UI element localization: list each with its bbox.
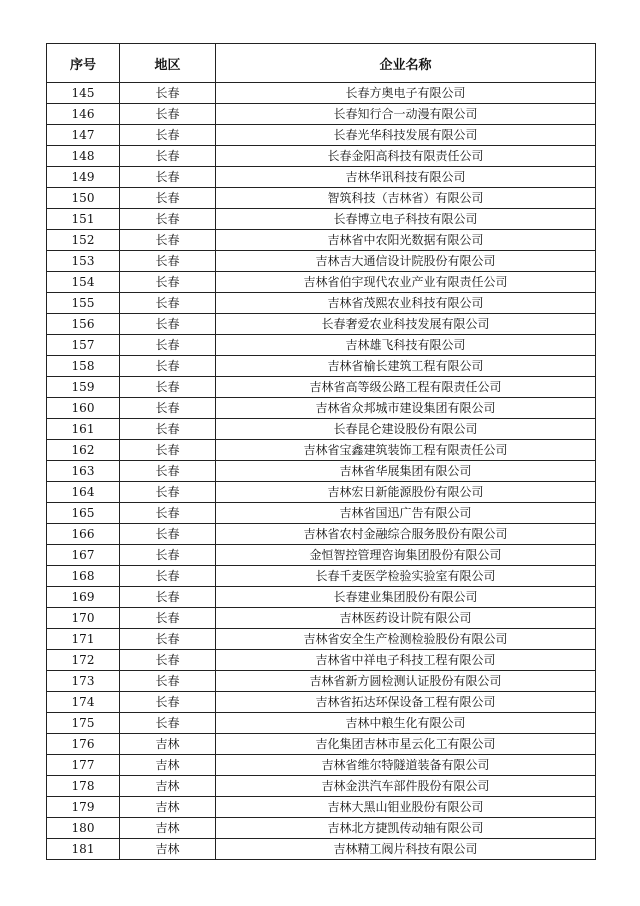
cell-region: 长春 <box>120 272 216 293</box>
cell-enterprise-name: 吉林精工阀片科技有限公司 <box>216 839 596 860</box>
cell-region: 长春 <box>120 167 216 188</box>
cell-serial-number: 151 <box>47 209 120 230</box>
cell-enterprise-name: 吉林省安全生产检测检验股份有限公司 <box>216 629 596 650</box>
cell-serial-number: 175 <box>47 713 120 734</box>
cell-serial-number: 155 <box>47 293 120 314</box>
header-row <box>47 44 596 83</box>
cell-enterprise-name: 吉林吉大通信设计院股份有限公司 <box>216 251 596 272</box>
cell-enterprise-name: 吉林大黑山钼业股份有限公司 <box>216 797 596 818</box>
cell-region: 吉林 <box>120 818 216 839</box>
cell-region: 长春 <box>120 692 216 713</box>
cell-region: 长春 <box>120 293 216 314</box>
table-row <box>47 83 596 104</box>
cell-region: 长春 <box>120 377 216 398</box>
cell-region: 吉林 <box>120 839 216 860</box>
table-row <box>47 272 596 293</box>
cell-enterprise-name: 吉林省华展集团有限公司 <box>216 461 596 482</box>
cell-region: 长春 <box>120 209 216 230</box>
cell-enterprise-name: 吉林省国迅广告有限公司 <box>216 503 596 524</box>
table-row <box>47 587 596 608</box>
table-row <box>47 797 596 818</box>
cell-region: 长春 <box>120 398 216 419</box>
table-row <box>47 566 596 587</box>
cell-serial-number: 172 <box>47 650 120 671</box>
cell-enterprise-name: 吉林省维尔特隧道装备有限公司 <box>216 755 596 776</box>
cell-serial-number: 161 <box>47 419 120 440</box>
table-row <box>47 776 596 797</box>
table-row <box>47 650 596 671</box>
cell-enterprise-name: 吉林省高等级公路工程有限责任公司 <box>216 377 596 398</box>
cell-enterprise-name: 吉林省伯宇现代农业产业有限责任公司 <box>216 272 596 293</box>
cell-enterprise-name: 吉林省中农阳光数据有限公司 <box>216 230 596 251</box>
cell-serial-number: 149 <box>47 167 120 188</box>
header-region: 地区 <box>120 44 216 83</box>
cell-region: 长春 <box>120 629 216 650</box>
cell-serial-number: 156 <box>47 314 120 335</box>
cell-region: 长春 <box>120 104 216 125</box>
cell-enterprise-name: 吉林省榆长建筑工程有限公司 <box>216 356 596 377</box>
table-row <box>47 482 596 503</box>
cell-region: 长春 <box>120 335 216 356</box>
table-row <box>47 755 596 776</box>
cell-region: 吉林 <box>120 755 216 776</box>
cell-enterprise-name: 智筑科技（吉林省）有限公司 <box>216 188 596 209</box>
table-row <box>47 335 596 356</box>
cell-enterprise-name: 吉林省中祥电子科技工程有限公司 <box>216 650 596 671</box>
cell-serial-number: 160 <box>47 398 120 419</box>
table-row <box>47 419 596 440</box>
table-row <box>47 188 596 209</box>
cell-enterprise-name: 吉林北方捷凯传动轴有限公司 <box>216 818 596 839</box>
cell-serial-number: 171 <box>47 629 120 650</box>
table-row <box>47 503 596 524</box>
cell-serial-number: 176 <box>47 734 120 755</box>
cell-region: 长春 <box>120 230 216 251</box>
cell-region: 长春 <box>120 713 216 734</box>
cell-region: 长春 <box>120 146 216 167</box>
table-row <box>47 125 596 146</box>
cell-region: 长春 <box>120 125 216 146</box>
table-row <box>47 356 596 377</box>
table-row <box>47 461 596 482</box>
cell-region: 长春 <box>120 608 216 629</box>
cell-enterprise-name: 长春知行合一动漫有限公司 <box>216 104 596 125</box>
cell-serial-number: 169 <box>47 587 120 608</box>
cell-serial-number: 163 <box>47 461 120 482</box>
cell-enterprise-name: 长春光华科技发展有限公司 <box>216 125 596 146</box>
cell-serial-number: 174 <box>47 692 120 713</box>
cell-serial-number: 170 <box>47 608 120 629</box>
cell-region: 长春 <box>120 587 216 608</box>
table-row <box>47 629 596 650</box>
cell-serial-number: 181 <box>47 839 120 860</box>
table-row <box>47 818 596 839</box>
cell-serial-number: 167 <box>47 545 120 566</box>
cell-region: 吉林 <box>120 776 216 797</box>
enterprise-table <box>46 43 596 860</box>
cell-enterprise-name: 吉林省众邦城市建设集团有限公司 <box>216 398 596 419</box>
cell-serial-number: 157 <box>47 335 120 356</box>
cell-serial-number: 150 <box>47 188 120 209</box>
table-body <box>47 83 596 860</box>
cell-enterprise-name: 吉林省新方圆检测认证股份有限公司 <box>216 671 596 692</box>
cell-serial-number: 145 <box>47 83 120 104</box>
cell-serial-number: 152 <box>47 230 120 251</box>
cell-enterprise-name: 吉林医药设计院有限公司 <box>216 608 596 629</box>
cell-enterprise-name: 吉林金洪汽车部件股份有限公司 <box>216 776 596 797</box>
cell-region: 长春 <box>120 251 216 272</box>
cell-serial-number: 159 <box>47 377 120 398</box>
table-row <box>47 146 596 167</box>
table-row <box>47 545 596 566</box>
cell-region: 长春 <box>120 524 216 545</box>
cell-enterprise-name: 吉化集团吉林市星云化工有限公司 <box>216 734 596 755</box>
cell-serial-number: 146 <box>47 104 120 125</box>
table-row <box>47 209 596 230</box>
cell-region: 长春 <box>120 440 216 461</box>
cell-serial-number: 147 <box>47 125 120 146</box>
cell-region: 长春 <box>120 671 216 692</box>
table-row <box>47 671 596 692</box>
cell-enterprise-name: 吉林宏日新能源股份有限公司 <box>216 482 596 503</box>
table-row <box>47 713 596 734</box>
cell-serial-number: 179 <box>47 797 120 818</box>
cell-serial-number: 158 <box>47 356 120 377</box>
cell-serial-number: 177 <box>47 755 120 776</box>
cell-enterprise-name: 长春奢爱农业科技发展有限公司 <box>216 314 596 335</box>
cell-region: 长春 <box>120 83 216 104</box>
cell-region: 吉林 <box>120 734 216 755</box>
cell-serial-number: 164 <box>47 482 120 503</box>
cell-region: 长春 <box>120 461 216 482</box>
header-enterprise-name: 企业名称 <box>216 44 596 83</box>
cell-serial-number: 162 <box>47 440 120 461</box>
table-header <box>47 44 596 83</box>
cell-enterprise-name: 长春博立电子科技有限公司 <box>216 209 596 230</box>
table-row <box>47 104 596 125</box>
cell-region: 长春 <box>120 482 216 503</box>
table-row <box>47 398 596 419</box>
cell-enterprise-name: 吉林省宝鑫建筑装饰工程有限责任公司 <box>216 440 596 461</box>
table-row <box>47 734 596 755</box>
cell-enterprise-name: 吉林雄飞科技有限公司 <box>216 335 596 356</box>
table-row <box>47 377 596 398</box>
table-row <box>47 440 596 461</box>
cell-region: 长春 <box>120 188 216 209</box>
cell-serial-number: 173 <box>47 671 120 692</box>
cell-serial-number: 166 <box>47 524 120 545</box>
table-row <box>47 293 596 314</box>
cell-serial-number: 153 <box>47 251 120 272</box>
cell-region: 长春 <box>120 566 216 587</box>
table-row <box>47 251 596 272</box>
table-row <box>47 314 596 335</box>
cell-serial-number: 154 <box>47 272 120 293</box>
cell-enterprise-name: 长春千麦医学检验实验室有限公司 <box>216 566 596 587</box>
cell-region: 长春 <box>120 419 216 440</box>
cell-serial-number: 148 <box>47 146 120 167</box>
cell-enterprise-name: 长春建业集团股份有限公司 <box>216 587 596 608</box>
cell-enterprise-name: 吉林省农村金融综合服务股份有限公司 <box>216 524 596 545</box>
cell-region: 长春 <box>120 545 216 566</box>
table-row <box>47 230 596 251</box>
cell-enterprise-name: 吉林省拓达环保设备工程有限公司 <box>216 692 596 713</box>
table-row <box>47 167 596 188</box>
cell-enterprise-name: 长春金阳高科技有限责任公司 <box>216 146 596 167</box>
cell-enterprise-name: 吉林省茂熙农业科技有限公司 <box>216 293 596 314</box>
table-row <box>47 839 596 860</box>
cell-enterprise-name: 长春昆仑建设股份有限公司 <box>216 419 596 440</box>
cell-region: 吉林 <box>120 797 216 818</box>
header-serial-number: 序号 <box>47 44 120 83</box>
table-row <box>47 608 596 629</box>
table-row <box>47 524 596 545</box>
cell-serial-number: 165 <box>47 503 120 524</box>
cell-serial-number: 178 <box>47 776 120 797</box>
cell-region: 长春 <box>120 314 216 335</box>
cell-enterprise-name: 吉林中粮生化有限公司 <box>216 713 596 734</box>
cell-serial-number: 180 <box>47 818 120 839</box>
cell-serial-number: 168 <box>47 566 120 587</box>
cell-region: 长春 <box>120 356 216 377</box>
cell-enterprise-name: 吉林华讯科技有限公司 <box>216 167 596 188</box>
cell-region: 长春 <box>120 503 216 524</box>
cell-enterprise-name: 长春方奥电子有限公司 <box>216 83 596 104</box>
cell-enterprise-name: 金恒智控管理咨询集团股份有限公司 <box>216 545 596 566</box>
cell-region: 长春 <box>120 650 216 671</box>
table-row <box>47 692 596 713</box>
